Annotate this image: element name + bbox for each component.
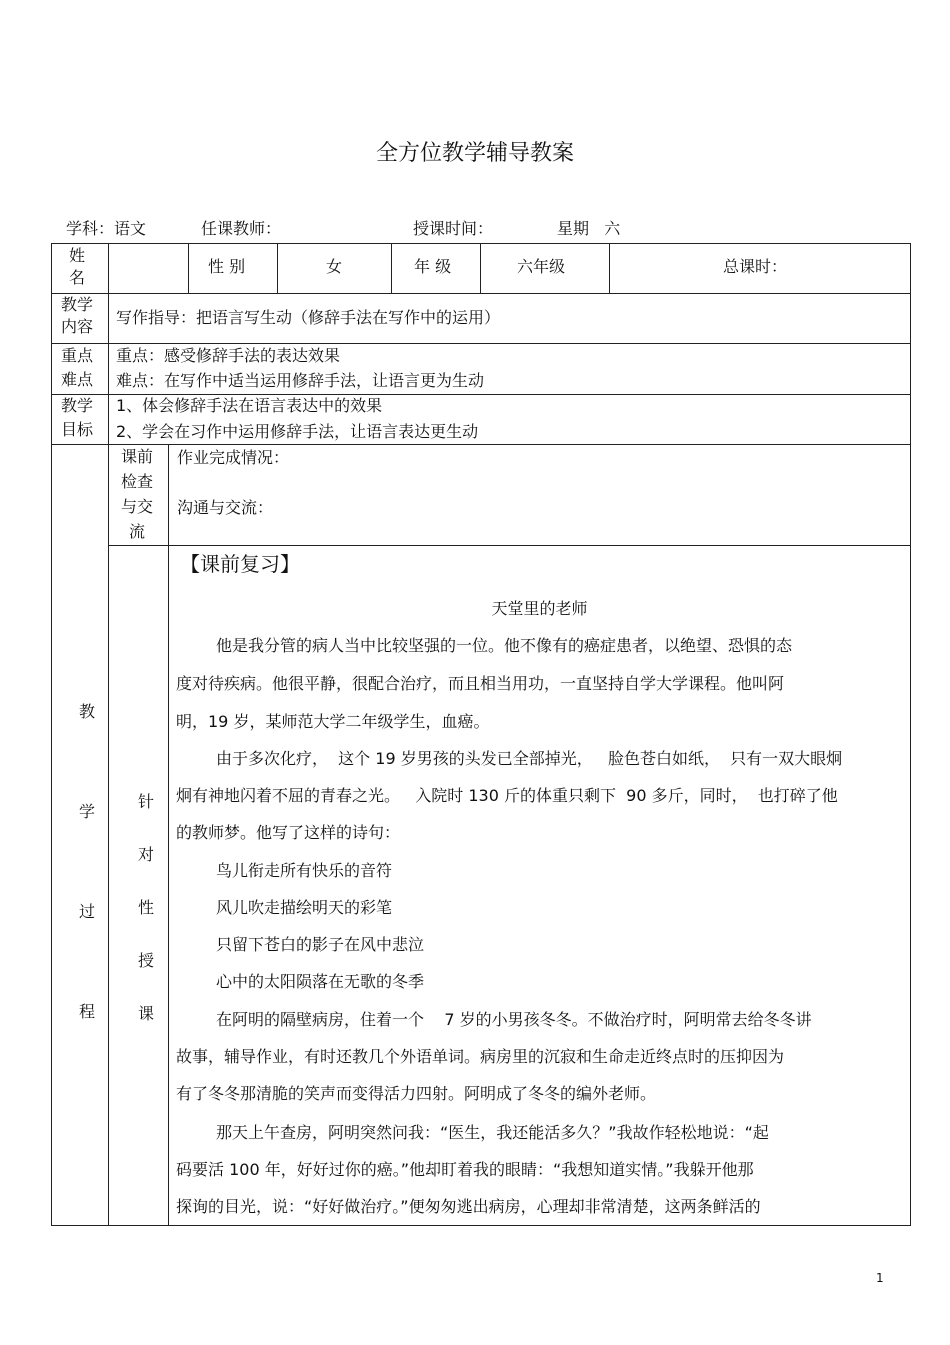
- process-label: [67, 699, 107, 1024]
- difficulty-line: 难点：在写作中适当运用修辞手法，让语言更为生动: [116, 371, 485, 390]
- story-line: 炯有神地闪着不屈的青春之光。 入院时 130 斤的体重只剩下 90 多斤，同时， 也打碎了他: [176, 786, 838, 805]
- story-line: 在阿明的隔壁病房，住着一个 7 岁的小男孩冬冬。不做治疗时，阿明常去给冬冬讲: [216, 1010, 812, 1029]
- precheck-label: 课前检查与交流: [120, 447, 153, 541]
- story-line: 探询的目光，说：“好好做治疗。”便匆匆逃出病房，心理却非常清楚，这两条鲜活的: [176, 1197, 761, 1216]
- name-label: 姓 名: [68, 246, 85, 287]
- teacher-field: 任课教师：: [201, 219, 282, 238]
- poem-line: 只留下苍白的影子在风中悲泣: [216, 935, 425, 954]
- content-text: 写作指导：把语言写生动（修辞手法在写作中的运用）: [116, 308, 501, 327]
- process-char: 过: [78, 902, 95, 921]
- grade-label: 年 级: [414, 257, 452, 276]
- poem-line: 风儿吹走描绘明天的彩笔: [216, 898, 393, 917]
- process-char: 程: [78, 1002, 95, 1021]
- page-number: 1: [876, 1271, 884, 1285]
- story-title: 天堂里的老师: [491, 599, 588, 618]
- story-line: 他是我分管的病人当中比较坚强的一位。他不像有的癌症患者，以绝望、恐惧的态: [216, 636, 793, 655]
- story-line: 由于多次化疗， 这个 19 岁男孩的头发已全部掉光， 脸色苍白如纸， 只有一双大眼炯: [216, 749, 843, 768]
- communication-label: 沟通与交流：: [177, 498, 274, 517]
- story-line: 度对待疾病。他很平静，很配合治疗，而且相当用功，一直坚持自学大学课程。他叫阿: [176, 674, 785, 693]
- gender-value: 女: [326, 257, 343, 276]
- targeted-char: 对: [137, 845, 154, 864]
- keypoints-label: 重点 难点: [60, 346, 93, 389]
- total-hours-label: 总课时：: [723, 257, 788, 276]
- story-line: 明，19 岁，某师范大学二年级学生，血癌。: [176, 712, 490, 731]
- targeted-char: 课: [137, 1004, 154, 1023]
- objectives-label: 教学 目标: [60, 396, 93, 439]
- review-heading: 【课前复习】: [180, 552, 300, 576]
- weekday-field: 星期 六: [557, 219, 621, 238]
- objective-line: 1、体会修辞手法在语言表达中的效果: [116, 396, 383, 415]
- poem-line: 鸟儿衔走所有快乐的音符: [216, 861, 393, 880]
- poem-line: 心中的太阳陨落在无歌的冬季: [216, 972, 425, 991]
- class-time-field: 授课时间：: [413, 219, 494, 238]
- keypoint-line: 重点：感受修辞手法的表达效果: [116, 346, 341, 365]
- gender-label: 性 别: [208, 257, 246, 276]
- content-label: 教学 内容: [60, 295, 93, 336]
- homework-label: 作业完成情况：: [177, 448, 290, 467]
- process-char: 学: [78, 802, 95, 821]
- story-line: 码要活 100 年，好好过你的癌。”他却盯着我的眼睛：“我想知道实情。”我躲开他那: [176, 1160, 754, 1179]
- process-char: 教: [78, 702, 95, 721]
- story-line: 有了冬冬那清脆的笑声而变得活力四射。阿明成了冬冬的编外老师。: [176, 1084, 657, 1103]
- story-line: 那天上午查房，阿明突然问我：“医生，我还能活多久？”我故作轻松地说：“起: [216, 1123, 769, 1142]
- targeted-char: 授: [137, 951, 154, 970]
- story-line: 的教师梦。他写了这样的诗句：: [176, 823, 401, 842]
- document-title: 全方位教学辅导教案: [375, 141, 574, 166]
- story-line: 故事，辅导作业，有时还教几个外语单词。病房里的沉寂和生命走近终点时的压抑因为: [176, 1047, 785, 1066]
- objective-line: 2、学会在习作中运用修辞手法，让语言表达更生动: [116, 422, 479, 441]
- subject-field: 学科：语文: [66, 219, 147, 238]
- grade-value: 六年级: [517, 257, 566, 276]
- targeted-char: 针: [137, 792, 154, 811]
- targeted-char: 性: [137, 898, 154, 917]
- targeted-teaching-label: [126, 789, 166, 1026]
